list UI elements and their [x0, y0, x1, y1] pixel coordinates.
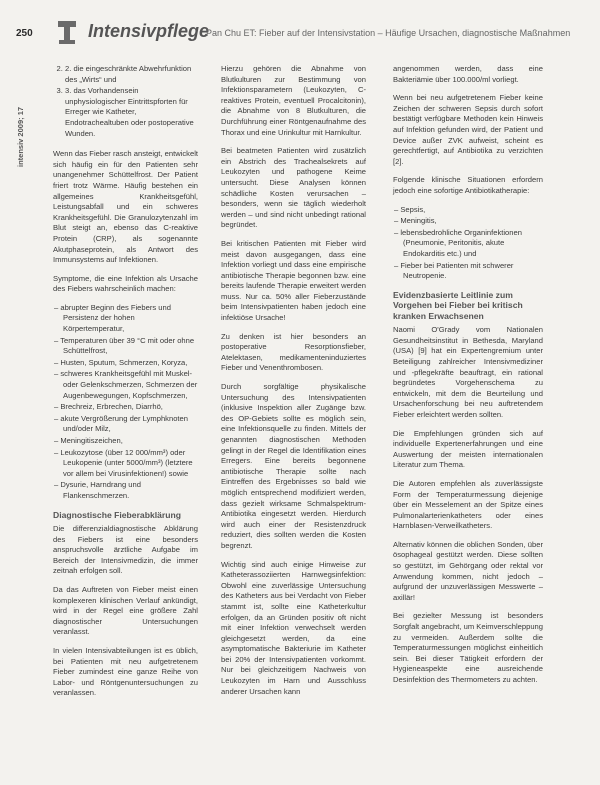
- paragraph: Symptome, die eine Infektion als Ursache des Fiebers wahrscheinlich machen:: [53, 273, 198, 294]
- paragraph: Bei kritischen Patienten mit Fieber wird meist davon ausgegangen, dass eine Infektion vorliegt und dass eine empirische antibiotische Therapie begonnen bzw. eine bereits laufende Therapie erweitert werden muss. Nur ca. 50% aller Fieberzustände beim Intensivpatienten haben jedoch eine infektiöse Ursache!: [221, 238, 366, 323]
- paragraph: Naomi O'Grady vom Nationalen Gesundheitsinstitut in Bethesda, Maryland (USA) [9] hat ein Expertengremium unter Beteiligung zahlreicher Intensivmediziner und -pflegekräfte beauftragt, ein rational begründetes Vorgehenschema zu entwickeln, mit dem die Beurteilung und Ursachenforschung bei neu auftretendem Fieber erleichtert werden sollten.: [393, 325, 543, 419]
- paragraph: Hierzu gehören die Abnahme von Blutkulturen zur Bestimmung von Infektionsparametern (Leukozyten, C-reaktives Protein, eventuell Procalcitonin), die Abnahme von 8 Blutkulturen, die Durchführung einer Röntgenaufnahme des Thorax und eine Urinkultur mit Harnkultur.: [221, 64, 366, 137]
- paragraph: Bei gezielter Messung ist besonders Sorgfalt angebracht, um Keimverschleppung zu vermeiden. Außerdem sollte die Temperaturmessungen möglichst einheitlich sein. Bei dieser Tätigkeit erfordern der Hygieneaspekte eine ausreichende Desinfektion des Thermometers zu achten.: [393, 611, 543, 684]
- column-right: [393, 64, 543, 694]
- column-middle: [221, 64, 366, 705]
- paragraph: Zu denken ist hier besonders an postoperative Resorptionsfieber, Atelektasen, medikamenteninduziertes Fieber und Venenthrombosen.: [221, 331, 366, 373]
- list-item: – Meningitiszeichen,: [63, 436, 198, 447]
- list-item: – Leukozytose (über 12 000/mm³) oder Leukopenie (unter 5000/mm³) (letztere vor allem bei Virusinfektionen!) sowie: [63, 448, 198, 480]
- running-title: Pan Chu ET: Fieber auf der Intensivstation – Häufige Ursachen, diagnostische Maßnahmen: [206, 28, 571, 38]
- side-citation: [13, 70, 25, 190]
- list-item: – Sepsis,: [403, 205, 543, 216]
- list-item: – Dysurie, Harndrang und Flankenschmerzen.: [63, 480, 198, 501]
- column-left: [53, 64, 198, 707]
- paragraph: Wenn bei neu aufgetretenem Fieber keine Zeichen der schweren Sepsis durch sofort bestätigt verfügbare Methoden kein Hinweis auf Infektion gefunden wird, der Patient und Device außer ZVK aufweist, scheint es gerechtfertigt, auf Antibiotika zu verzichten [2].: [393, 93, 543, 166]
- paragraph: In vielen Intensivabteilungen ist es üblich, bei Patienten mit neu aufgetretenem Fieber zumindest eine ganze Reihe von Labor- und Röntgenuntersuchungen zu veranlassen.: [53, 646, 198, 698]
- paragraph: Die differenzialdiagnostische Abklärung des Fiebers ist eine besonders anspruchsvolle ärztliche Aufgabe im Bereich der Intensivmedizin, die immer zeitnah erfolgen soll.: [53, 524, 198, 576]
- list-item: – akute Vergrößerung der Lymphknoten und/oder Milz,: [63, 414, 198, 435]
- list-item: – Brechreiz, Erbrechen, Diarrhö,: [63, 402, 198, 413]
- list-item: – Husten, Sputum, Schmerzen, Koryza,: [63, 358, 198, 369]
- list-item: 2. 2. die eingeschränkte Abwehrfunktion des „Wirts“ und: [65, 64, 198, 85]
- list-item: – Temperaturen über 39 °C mit oder ohne Schüttelfrost,: [63, 336, 198, 357]
- numbered-list: [53, 64, 198, 139]
- list-item: – Fieber bei Patienten mit schwerer Neutropenie.: [403, 261, 543, 282]
- section-heading: Diagnostische Fieberabklärung: [53, 509, 181, 520]
- symptom-list: [53, 303, 198, 502]
- paragraph: Die Empfehlungen gründen sich auf individuelle Expertenerfahrungen und eine Auswertung der meisten internationalen Literatur zum Thema.: [393, 428, 543, 470]
- journal-logo-icon: [56, 20, 78, 46]
- list-item: – lebensbedrohliche Organinfektionen (Pneumonie, Peritonitis, akute Endokarditis etc.) und: [403, 228, 543, 260]
- paragraph: Folgende klinische Situationen erfordern jedoch eine sofortige Antibiotikatherapie:: [393, 175, 543, 195]
- list-item: – schweres Krankheitsgefühl mit Muskel- oder Gelenkschmerzen, Schmerzen der Augenbewegungen, Kopfschmerzen,: [63, 369, 198, 401]
- paragraph: Da das Auftreten von Fieber meist einen komplexeren klinischen Verlauf ankündigt, wird in der Regel eine größere Zahl diagnostischer Untersuchungen veranlasst.: [53, 585, 198, 637]
- page-header: [0, 18, 600, 48]
- paragraph: Durch sorgfältige physikalische Untersuchung des Intensivpatienten (inklusive Inspektion aller Zugänge bzw. des OP-Gebiets sollte es möglich sein, eine Infektionsquelle zu finden. Mittels der genannten diagnostischen Methoden gelingt in der Regel die Identifikation eines Erregers. Eine bereits begonnene antibiotische Therapie sollte nach Eintreffen des Ergebnisses so bald wie möglich entsprechend modifiziert werden, dass gezielt wirksame Schmalspektrum-Antibiotika eingesetzt werden. Hierdurch wird auch einer der Resistenzdruck reduziert, dies sollten werden die Kosten begrenzt.: [221, 382, 366, 550]
- section-heading: Evidenzbasierte Leitlinie zum Vorgehen bei Fieber bei kritisch kranken Erwachsenen: [393, 289, 523, 321]
- journal-name: Intensivpflege: [88, 21, 210, 41]
- paragraph: Die Autoren empfehlen als zuverlässigste Form der Temperaturmessung diejenige über ein Messelement an der Spitze eines Pulmonalarterienkatheters oder eines Harnblasen-Verweilkatheters.: [393, 478, 543, 531]
- list-item: – abrupter Beginn des Fiebers und Persistenz der hohen Körpertemperatur,: [63, 303, 198, 335]
- paragraph: Wichtig sind auch einige Hinweise zur Katheterassoziierten Harnwegsinfektion: Obwohl eine zuverlässige Untersuchung des Katheters aus bei Verdacht von Fieber stammt ist, sollte eine Katheterkultur erfolgen, da an Gründen positiv oft nicht mit einer Infektion verwechselt werden gleichgesetzt werden, da eine asymptomatische Bakteriurie im Katheter bei 20% der Intensivpatienten vorkommt. Nur bei gleichzeitigem Nachweis von Leukozyten im Harn und Ausschluss anderer Ursachen kann: [221, 559, 366, 696]
- paragraph: Bei beatmeten Patienten wird zusätzlich ein Abstrich des Trachealsekrets auf Leukozyten und pathogene Keime untersucht. Diese Analysen können schädliche Kosten verursachen – besonders, wenn sie täglich wiederholt werden – und sind nicht unbedingt rational begründet.: [221, 146, 366, 230]
- list-item: – Meningitis,: [403, 216, 543, 227]
- list-item: 3. 3. das Vorhandensein unphysiologischer Eintrittspforten für Erreger wie Katheter, Endotrachealtuben oder postoperative Wunden.: [65, 86, 198, 139]
- situation-list: [393, 205, 543, 282]
- paragraph: Wenn das Fieber rasch ansteigt, entwickelt sich häufig ein für den Patienten sehr unangenehmer Schüttelfrost. Der Patient friert trotz Wärme. Häufig bestehen ein allgemeines Krankheitsgefühl, Leistungsabfall und ein schweres Krankheitsgefühl. Die Granulozytenzahl im Blut steigt an, ebenso das C-reaktive Protein (CRP), als sogenannte Akutphaseprotein, als Antwort des Immunsystems auf Infektionen.: [53, 149, 198, 265]
- side-citation-text: intensiv 2009; 17: [16, 106, 25, 167]
- page-number: 250: [16, 28, 33, 39]
- paragraph: angenommen werden, dass eine Bakteriämie über 100.000/ml vorliegt.: [393, 64, 543, 84]
- paragraph: Alternativ können die oblichen Sonden, über ösophageal gestützt werden. Diese sollten so gestützt, im Gehörgang oder rektal vor Anwendung kommen, nicht jedoch – aufgrund der unzuverlässigen Messwerte – axillär!: [393, 539, 543, 602]
